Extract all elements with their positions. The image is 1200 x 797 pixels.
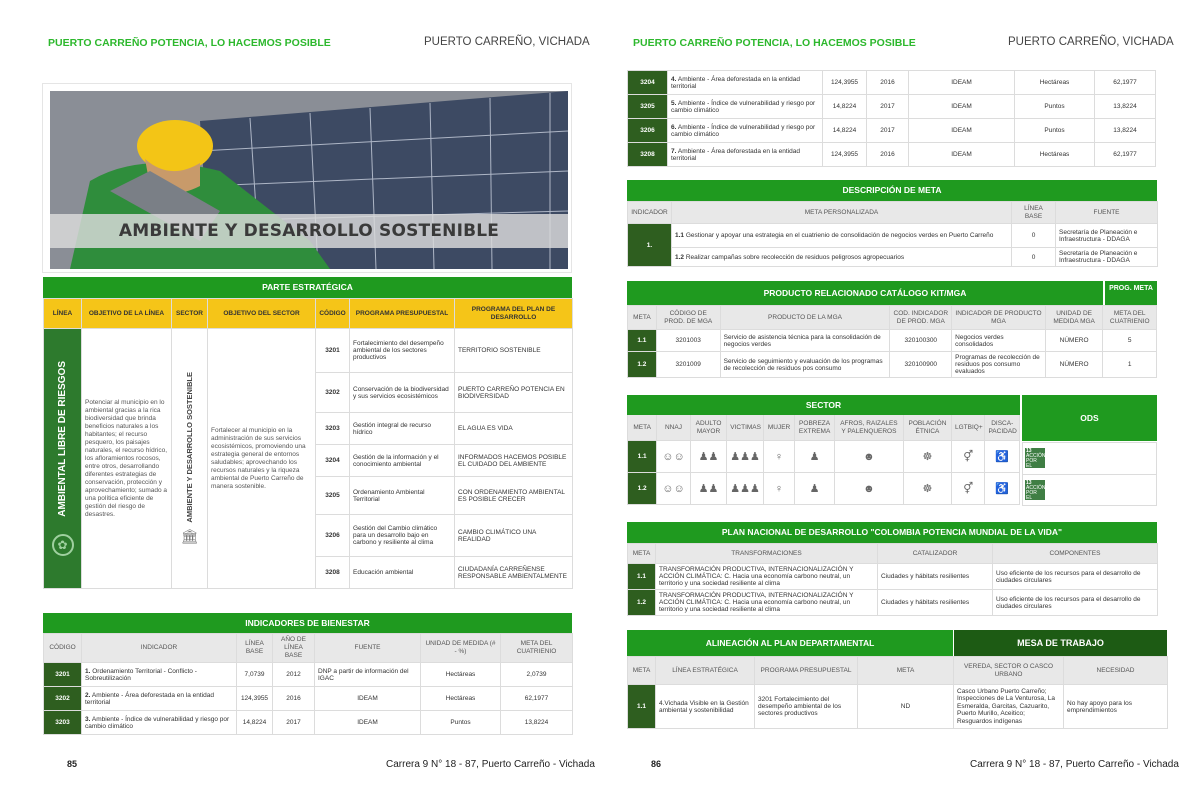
afro-icon: ☻ — [834, 441, 903, 473]
pnd-cat: Ciudades y hábitats resilientes — [878, 564, 993, 590]
parte-estrategica-table — [43, 298, 573, 589]
ods-13-climate-icon: 13 ACCIÓN POR EL CLIMA — [1026, 448, 1046, 474]
descripcion-meta-title: DESCRIPCIÓN DE META — [627, 180, 1157, 201]
col-componentes: COMPONENTES — [993, 544, 1158, 564]
objetivo-linea-text: Potenciar al municipio en lo ambiental gracias a la rica biodiversidad que brinda beneficios naturales a los habitantes; el recurso pesquero, los paisajes naturales, el recurso hídrico, los afloramientos rocosos, entre otros, desarrollando diferentes estrategias de conservación, protección y aprovechamiento; sumado a una política eficiente de gestión del riesgo de desastres. — [82, 329, 172, 589]
prod-text: Servicio de asistencia técnica para la consolidación de negocios verdes — [720, 330, 890, 352]
descripcion-meta-table — [627, 201, 1158, 267]
ods-title: ODS — [1022, 395, 1157, 441]
col-fuente: FUENTE — [1056, 202, 1158, 224]
producto-title: PRODUCTO RELACIONADO CATÁLOGO KIT/MGA — [627, 281, 1103, 305]
sector-meta: 1.1 — [628, 441, 657, 473]
ods-cells — [1022, 442, 1157, 506]
pnd-table — [627, 543, 1158, 616]
children-icon: ☺☺ — [657, 473, 690, 505]
lgtbiq-icon: ⚥ — [952, 441, 985, 473]
parte-row-plan: CIUDADANÍA CARREÑENSE RESPONSABLE AMBIENTALMENTE — [455, 557, 573, 589]
ind-code: 3206 — [628, 119, 668, 143]
ods-13-climate-icon: 13 ACCIÓN POR EL CLIMA — [1026, 480, 1046, 506]
ind-text: 3. Ambiente - Índice de vulnerabilidad y riesgo por cambio climático — [82, 711, 237, 735]
prod-unidad: NÚMERO — [1045, 352, 1103, 378]
parte-row-code: 3202 — [316, 373, 350, 413]
col-programa-plan: PROGRAMA DEL PLAN DE DESARROLLO — [455, 299, 573, 329]
ind-base: 124,3955 — [823, 143, 867, 167]
ind-base: 124,3955 — [237, 687, 273, 711]
ods-cell — [1023, 475, 1156, 506]
col-unidad: UNIDAD DE MEDIDA MGA — [1045, 306, 1103, 330]
sector-title: SECTOR — [627, 395, 1020, 415]
prod-meta: 1.2 — [628, 352, 657, 378]
pnd-comp: Uso eficiente de los recursos para el desarrollo de ciudades circulares — [993, 564, 1158, 590]
ind-base: 14,8224 — [237, 711, 273, 735]
ind-fuente: IDEAM — [909, 143, 1015, 167]
parte-row-plan: PUERTO CARREÑO POTENCIA EN BIODIVERSIDAD — [455, 373, 573, 413]
indicadores-title: INDICADORES DE BIENESTAR — [43, 613, 572, 633]
ind-text: 1. Ordenamiento Territorial - Conflicto - Sobreutilización — [82, 663, 237, 687]
col-programa-presupuestal: PROGRAMA PRESUPUESTAL — [755, 657, 858, 685]
right-page — [600, 0, 1200, 797]
prod-codind: 320100300 — [890, 330, 952, 352]
indicadores-table — [43, 633, 573, 735]
col-linea-estrategica: LÍNEA ESTRATÉGICA — [656, 657, 755, 685]
ind-unidad: Hectáreas — [421, 663, 501, 687]
ind-meta: 13,8224 — [1095, 119, 1156, 143]
col-afros: AFROS, RAIZALES Y PALENQUEROS — [834, 415, 903, 441]
alin-prog: 3201 Fortalecimiento del desempeño ambiental de los sectores productivos — [755, 685, 858, 729]
hero-image — [50, 91, 568, 269]
mesa-trabajo-title: MESA DE TRABAJO — [954, 630, 1167, 656]
pnd-trans: TRANSFORMACIÓN PRODUCTIVA, INTERNACIONALIZACIÓN Y ACCIÓN CLIMÁTICA: C. Hacia una economía carbono neutral, un territorio y una sociedad resiliente al clima — [656, 590, 878, 616]
sector-meta: 1.2 — [628, 473, 657, 505]
col-programa-presupuestal: PROGRAMA PRESUPUESTAL — [350, 299, 455, 329]
pnd-comp: Uso eficiente de los recursos para el desarrollo de ciudades circulares — [993, 590, 1158, 616]
victims-icon: ♟♟♟ — [727, 441, 764, 473]
header-slogan: PUERTO CARREÑO POTENCIA, LO HACEMOS POSIBLE — [633, 37, 916, 49]
sector-cell — [172, 329, 208, 589]
col-codigo-prod: CÓDIGO DE PROD. DE MGA — [656, 306, 720, 330]
ind-code: 3208 — [628, 143, 668, 167]
parte-row-plan: CON ORDENAMIENTO AMBIENTAL ES POSIBLE CRECER — [455, 477, 573, 515]
col-codigo: CÓDIGO — [44, 634, 82, 663]
col-mujer: MUJER — [763, 415, 794, 441]
parte-row-plan: EL AGUA ES VIDA — [455, 413, 573, 445]
col-indicador: INDICADOR — [82, 634, 237, 663]
parte-row-code: 3204 — [316, 445, 350, 477]
ind-base: 7,0739 — [237, 663, 273, 687]
ind-text: 6. Ambiente - Índice de vulnerabilidad y riesgo por cambio climático — [668, 119, 823, 143]
col-catalizador: CATALIZADOR — [878, 544, 993, 564]
objetivo-sector-text: Fortalecer al municipio en la administración de sus servicios ecosistémicos, promoviendo una estrategia general de entornos saludables; aprovechando los recursos naturales y la riqueza ambiental de Puerto Carreño de manera sostenible. — [208, 329, 316, 589]
parte-row-programa: Gestión de la información y el conocimiento ambiental — [350, 445, 455, 477]
col-linea: LÍNEA — [44, 299, 82, 329]
ind-text: 2. Ambiente - Área deforestada en la entidad territorial — [82, 687, 237, 711]
ind-code: 3202 — [44, 687, 82, 711]
leaf-circle-icon: ✿ — [52, 534, 74, 556]
header-slogan: PUERTO CARREÑO POTENCIA, LO HACEMOS POSIBLE — [48, 37, 331, 49]
alineacion-table — [627, 656, 1168, 729]
ind-anio: 2017 — [273, 711, 315, 735]
col-necesidad: NECESIDAD — [1064, 657, 1168, 685]
producto-table — [627, 305, 1157, 378]
col-meta: META — [628, 306, 657, 330]
prod-cuat: 5 — [1103, 330, 1157, 352]
col-vereda: VEREDA, SECTOR O CASCO URBANO — [954, 657, 1064, 685]
parte-row-programa: Conservación de la biodiversidad y sus servicios ecosistémicos — [350, 373, 455, 413]
prod-cod: 3201009 — [656, 352, 720, 378]
ind-anio: 2016 — [867, 143, 909, 167]
disability-icon: ♿ — [985, 473, 1020, 505]
ind-code: 3203 — [44, 711, 82, 735]
alineacion-section — [627, 630, 1167, 729]
linea-label: AMBIENTAL LIBRE DE RIESGOS — [57, 360, 68, 517]
ind-unidad: Puntos — [1015, 119, 1095, 143]
ind-base: 14,8224 — [823, 95, 867, 119]
disability-icon: ♿ — [985, 441, 1020, 473]
hero-title: AMBIENTE Y DESARROLLO SOSTENIBLE — [50, 214, 568, 248]
producto-section — [627, 281, 1157, 378]
col-meta: META — [628, 657, 656, 685]
pnd-trans: TRANSFORMACIÓN PRODUCTIVA, INTERNACIONALIZACIÓN Y ACCIÓN CLIMÁTICA: C. Hacia una economía carbono neutral, un territorio y una sociedad resiliente al clima — [656, 564, 878, 590]
alin-m: ND — [858, 685, 954, 729]
ind-meta: 13,8224 — [501, 711, 573, 735]
alin-necesidad: No hay apoyo para los emprendimientos — [1064, 685, 1168, 729]
ind-meta: 62,1977 — [501, 687, 573, 711]
col-discapacidad: DISCA-PACIDAD — [985, 415, 1020, 441]
col-anio: AÑO DE LÍNEA BASE — [273, 634, 315, 663]
victims-icon: ♟♟♟ — [727, 473, 764, 505]
ind-fuente: DNP a partir de información del IGAC — [315, 663, 421, 687]
sector-table — [627, 414, 1020, 505]
descripcion-meta-section — [627, 180, 1157, 267]
poverty-icon: ♟ — [795, 441, 835, 473]
col-sector: SECTOR — [172, 299, 208, 329]
col-lgtbiq: LGTBIQ+ — [952, 415, 985, 441]
ind-anio: 2017 — [867, 119, 909, 143]
alin-meta: 1.1 — [628, 685, 656, 729]
sector-ods-section — [627, 395, 1157, 505]
ind-fuente: IDEAM — [909, 119, 1015, 143]
prod-ind: Programas de recolección de residuos pos consumo evaluados — [952, 352, 1046, 378]
pnd-title: PLAN NACIONAL DE DESARROLLO "COLOMBIA POTENCIA MUNDIAL DE LA VIDA" — [627, 522, 1157, 543]
prod-text: Servicio de seguimiento y evaluación de los programas de recolección de residuos pos consumo — [720, 352, 890, 378]
ind-base: 124,3955 — [823, 71, 867, 95]
col-linea-base: LÍNEA BASE — [237, 634, 273, 663]
elderly-icon: ♟♟ — [690, 441, 727, 473]
col-transformaciones: TRANSFORMACIONES — [656, 544, 878, 564]
page-number: 86 — [651, 759, 662, 769]
col-indicador-producto: INDICADOR DE PRODUCTO MGA — [952, 306, 1046, 330]
footer-address: Carrera 9 N° 18 - 87, Puerto Carreño - Vichada — [386, 759, 595, 770]
header-location: PUERTO CARREÑO, VICHADA — [1008, 36, 1174, 48]
afro-icon: ☻ — [834, 473, 903, 505]
col-victimas: VICTIMAS — [727, 415, 764, 441]
col-meta: META — [628, 544, 656, 564]
ind-unidad: Puntos — [421, 711, 501, 735]
ind-unidad: Hectáreas — [1015, 71, 1095, 95]
building-icon: 🏛 — [180, 528, 199, 545]
prod-meta: 1.1 — [628, 330, 657, 352]
sector-label: AMBIENTE Y DESARROLLO SOSTENIBLE — [185, 371, 194, 523]
col-nnaj: NNAJ — [657, 415, 690, 441]
linea-cell — [44, 329, 82, 589]
meta-text: 1.2 Realizar campañas sobre recolección de residuos peligrosos agropecuarios — [672, 248, 1012, 267]
ind-text: 4. Ambiente - Área deforestada en la entidad territorial — [668, 71, 823, 95]
woman-icon: ♀ — [763, 473, 794, 505]
pnd-meta: 1.1 — [628, 564, 656, 590]
parte-row-code: 3208 — [316, 557, 350, 589]
pnd-cat: Ciudades y hábitats resilientes — [878, 590, 993, 616]
col-objetivo-sector: OBJETIVO DEL SECTOR — [208, 299, 316, 329]
lgtbiq-icon: ⚥ — [952, 473, 985, 505]
alin-linea: 4.Vichada Visible en la Gestión ambiental y sostenibilidad — [656, 685, 755, 729]
meta-fuente: Secretaría de Planeación e Infraestructura - DDAGA — [1056, 248, 1158, 267]
prod-cuat: 1 — [1103, 352, 1157, 378]
col-objetivo-linea: OBJETIVO DE LA LÍNEA — [82, 299, 172, 329]
parte-row-programa: Educación ambiental — [350, 557, 455, 589]
prog-meta-title: PROG. META — [1105, 281, 1157, 305]
alineacion-title: ALINEACIÓN AL PLAN DEPARTAMENTAL — [627, 630, 953, 656]
ind-fuente: IDEAM — [315, 687, 421, 711]
col-cod-indicador: COD. INDICADOR DE PROD. MGA — [890, 306, 952, 330]
ind-anio: 2016 — [867, 71, 909, 95]
prod-cod: 3201003 — [656, 330, 720, 352]
prod-unidad: NÚMERO — [1045, 330, 1103, 352]
ind-anio: 2012 — [273, 663, 315, 687]
ind-fuente: IDEAM — [315, 711, 421, 735]
ind-meta: 2,0739 — [501, 663, 573, 687]
ind-code: 3205 — [628, 95, 668, 119]
parte-row-code: 3203 — [316, 413, 350, 445]
ind-text: 5. Ambiente - Índice de vulnerabilidad y riesgo por cambio climático — [668, 95, 823, 119]
parte-row-programa: Fortalecimiento del desempeño ambiental de los sectores productivos — [350, 329, 455, 373]
meta-base: 0 — [1012, 248, 1056, 267]
ind-fuente: IDEAM — [909, 71, 1015, 95]
col-fuente: FUENTE — [315, 634, 421, 663]
col-adulto-mayor: ADULTO MAYOR — [690, 415, 727, 441]
ethnic-icon: ☸ — [903, 441, 951, 473]
parte-row-code: 3206 — [316, 515, 350, 557]
meta-fuente: Secretaría de Planeación e Infraestructura - DDAGA — [1056, 224, 1158, 248]
footer-address: Carrera 9 N° 18 - 87, Puerto Carreño - Vichada — [970, 759, 1179, 770]
col-unidad: UNIDAD DE MEDIDA (# - %) — [421, 634, 501, 663]
col-meta-personalizada: META PERSONALIZADA — [672, 202, 1012, 224]
woman-icon: ♀ — [763, 441, 794, 473]
prod-ind: Negocios verdes consolidados — [952, 330, 1046, 352]
parte-row-programa: Gestión del Cambio climático para un desarrollo bajo en carbono y resiliente al clima — [350, 515, 455, 557]
indicadores-continuation — [627, 70, 1155, 167]
ind-meta: 13,8224 — [1095, 95, 1156, 119]
parte-row-programa: Gestión integral de recurso hídrico — [350, 413, 455, 445]
parte-row-code: 3205 — [316, 477, 350, 515]
col-pobreza: POBREZA EXTREMA — [795, 415, 835, 441]
ind-anio: 2017 — [867, 95, 909, 119]
col-poblacion-etnica: POBLACIÓN ÉTNICA — [903, 415, 951, 441]
ind-anio: 2016 — [273, 687, 315, 711]
ind-text: 7. Ambiente - Área deforestada en la entidad territorial — [668, 143, 823, 167]
col-meta: META — [628, 415, 657, 441]
col-linea-base: LÍNEA BASE — [1012, 202, 1056, 224]
ind-unidad: Hectáreas — [421, 687, 501, 711]
ind-base: 14,8224 — [823, 119, 867, 143]
ind-code: 3201 — [44, 663, 82, 687]
parte-row-plan: CAMBIO CLIMÁTICO UNA REALIDAD — [455, 515, 573, 557]
parte-estrategica-title: PARTE ESTRATÉGICA — [43, 277, 572, 298]
col-codigo: CÓDIGO — [316, 299, 350, 329]
meta-text: 1.1 Gestionar y apoyar una estrategia en el cuatrienio de consolidación de negocios verdes en Puerto Carreño — [672, 224, 1012, 248]
prod-codind: 320100900 — [890, 352, 952, 378]
col-meta-dept: META — [858, 657, 954, 685]
pnd-section — [627, 522, 1157, 616]
ind-fuente: IDEAM — [909, 95, 1015, 119]
poverty-icon: ♟ — [795, 473, 835, 505]
ind-unidad: Hectáreas — [1015, 143, 1095, 167]
children-icon: ☺☺ — [657, 441, 690, 473]
ind-meta: 62,1977 — [1095, 143, 1156, 167]
parte-row-plan: INFORMADOS HACEMOS POSIBLE EL CUIDADO DEL AMBIENTE — [455, 445, 573, 477]
header-location: PUERTO CARREÑO, VICHADA — [424, 36, 590, 48]
parte-row-programa: Ordenamiento Ambiental Territorial — [350, 477, 455, 515]
alin-vereda: Casco Urbano Puerto Carreño; Inspecciones de La Venturosa, La Esmeralda, Garcitas, Cazuarito, Puerto Murillo, Aceitico; Resguardos indígenas — [954, 685, 1064, 729]
pnd-meta: 1.2 — [628, 590, 656, 616]
parte-estrategica-section — [43, 277, 572, 589]
col-meta-cuatrienio: META DEL CUATRIENIO — [1103, 306, 1157, 330]
col-indicador: INDICADOR — [628, 202, 672, 224]
ods-cell — [1023, 443, 1156, 475]
indicadores-section — [43, 613, 572, 735]
col-producto: PRODUCTO DE LA MGA — [720, 306, 890, 330]
ind-unidad: Puntos — [1015, 95, 1095, 119]
ind-code: 3204 — [628, 71, 668, 95]
parte-row-plan: TERRITORIO SOSTENIBLE — [455, 329, 573, 373]
meta-indicator: 1. — [628, 224, 672, 267]
ethnic-icon: ☸ — [903, 473, 951, 505]
ind-meta: 62,1977 — [1095, 71, 1156, 95]
elderly-icon: ♟♟ — [690, 473, 727, 505]
indicadores-cont-table — [627, 70, 1156, 167]
page-number: 85 — [67, 759, 78, 769]
col-meta: META DEL CUATRIENIO — [501, 634, 573, 663]
meta-base: 0 — [1012, 224, 1056, 248]
parte-row-code: 3201 — [316, 329, 350, 373]
